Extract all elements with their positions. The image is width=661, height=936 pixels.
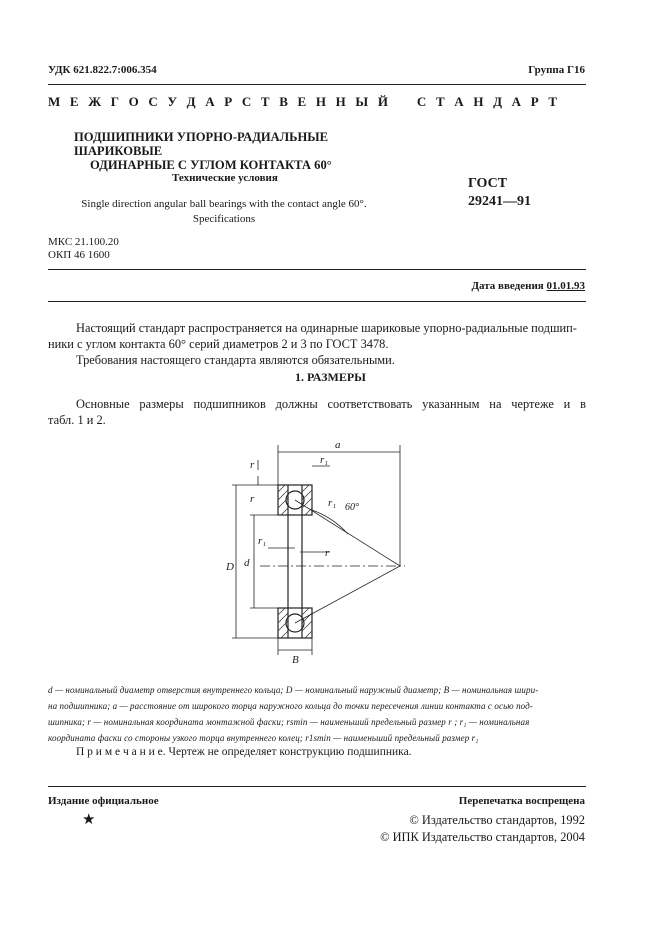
legend-line-1: d — номинальный диаметр отверстия внутреннего кольца; D — номинальный наружный диаметр; B — номинальная шири- (48, 685, 539, 695)
label-r1-left: r₁ (258, 535, 267, 547)
legend-line-4: координата фаски со стороны узкого торца внутреннего колец; r1smin — наименьший предельный размер r₁ (48, 733, 479, 743)
intro-date-label: Дата введения (471, 280, 544, 292)
udc-code: УДК 621.822.7:006.354 (48, 64, 157, 76)
copyright-1992: © Издательство стандартов, 1992 (409, 813, 585, 827)
okp-code: ОКП 46 1600 (48, 249, 110, 261)
english-title-line-1: Single direction angular ball bearings with the contact angle 60°. (81, 198, 367, 210)
label-r-left: r (250, 493, 255, 505)
label-angle: 60° (345, 502, 359, 513)
label-r1-top: r₁ (320, 454, 329, 466)
intro-date (471, 280, 585, 292)
date-rule (48, 301, 586, 302)
copyright-block (380, 812, 585, 846)
title-line-1: ПОДШИПНИКИ УПОРНО-РАДИАЛЬНЫЕ ШАРИКОВЫЕ (74, 130, 329, 158)
legend-line-3: шипника; r — номинальная координата монтажной фаски; rsmin — наименьший предельный размер r ; r₁ — номинальная (48, 717, 530, 727)
section-heading: 1. РАЗМЕРЫ (295, 370, 366, 384)
header-rule (48, 84, 586, 85)
intro-line-3: Требования настоящего стандарта являются обязательными. (76, 353, 395, 367)
standard-type: М Е Ж Г О С У Д А Р С Т В Е Н Н Ы Й С Т А Н Д А Р Т (48, 94, 561, 109)
legend-line-2: на подшипника; a — расстояние от широкого торца наружного кольца до точки пересечения линии контакта с осью под- (48, 701, 533, 711)
english-title (74, 197, 374, 227)
codes-rule (48, 269, 586, 270)
copyright-2004: © ИПК Издательство стандартов, 2004 (380, 830, 585, 844)
title-line-2: ОДИНАРНЫЕ С УГЛОМ КОНТАКТА 60° (90, 158, 332, 172)
section-line-1: Основные размеры подшипников должны соответствовать указанным на чертеже и в (76, 397, 586, 411)
official-edition: Издание официальное (48, 795, 159, 807)
note: П р и м е ч а н и е. Чертеж не определяет конструкцию подшипника. (76, 746, 412, 758)
gost-block (468, 175, 531, 211)
intro-line-2: ники с углом контакта 60° серий диаметров 2 и 3 по ГОСТ 3478. (48, 337, 389, 351)
bearing-drawing (200, 430, 420, 680)
classification-codes (48, 236, 119, 262)
subtitle: Технические условия (172, 172, 278, 184)
section-paragraph (48, 396, 586, 428)
label-D: D (226, 561, 234, 573)
footer-rule (48, 786, 586, 787)
gost-label: ГОСТ (468, 176, 508, 191)
intro-date-value: 01.01.93 (546, 280, 585, 292)
gost-number: 29241—91 (468, 194, 531, 209)
label-a: a (335, 439, 341, 451)
section-line-2: табл. 1 и 2. (48, 413, 106, 427)
english-title-line-2: Specifications (192, 213, 256, 225)
label-r1-side: r₁ (328, 497, 337, 509)
group-code: Группа Г16 (528, 64, 585, 76)
intro-line-1: Настоящий стандарт распространяется на одинарные шариковые упорно-радиальные подшип- (76, 321, 577, 335)
intro-paragraph (48, 320, 586, 368)
mks-code: МКС 21.100.20 (48, 236, 119, 248)
star-icon: ★ (82, 812, 96, 828)
label-r-bottom: r (325, 547, 330, 559)
label-d: d (244, 557, 250, 569)
reprint-notice: Перепечатка воспрещена (458, 795, 585, 807)
label-r-top: r (250, 459, 255, 471)
title-block (74, 130, 414, 172)
label-B: B (292, 654, 299, 666)
contact-line-bottom (295, 566, 400, 623)
drawing-legend (48, 682, 586, 746)
